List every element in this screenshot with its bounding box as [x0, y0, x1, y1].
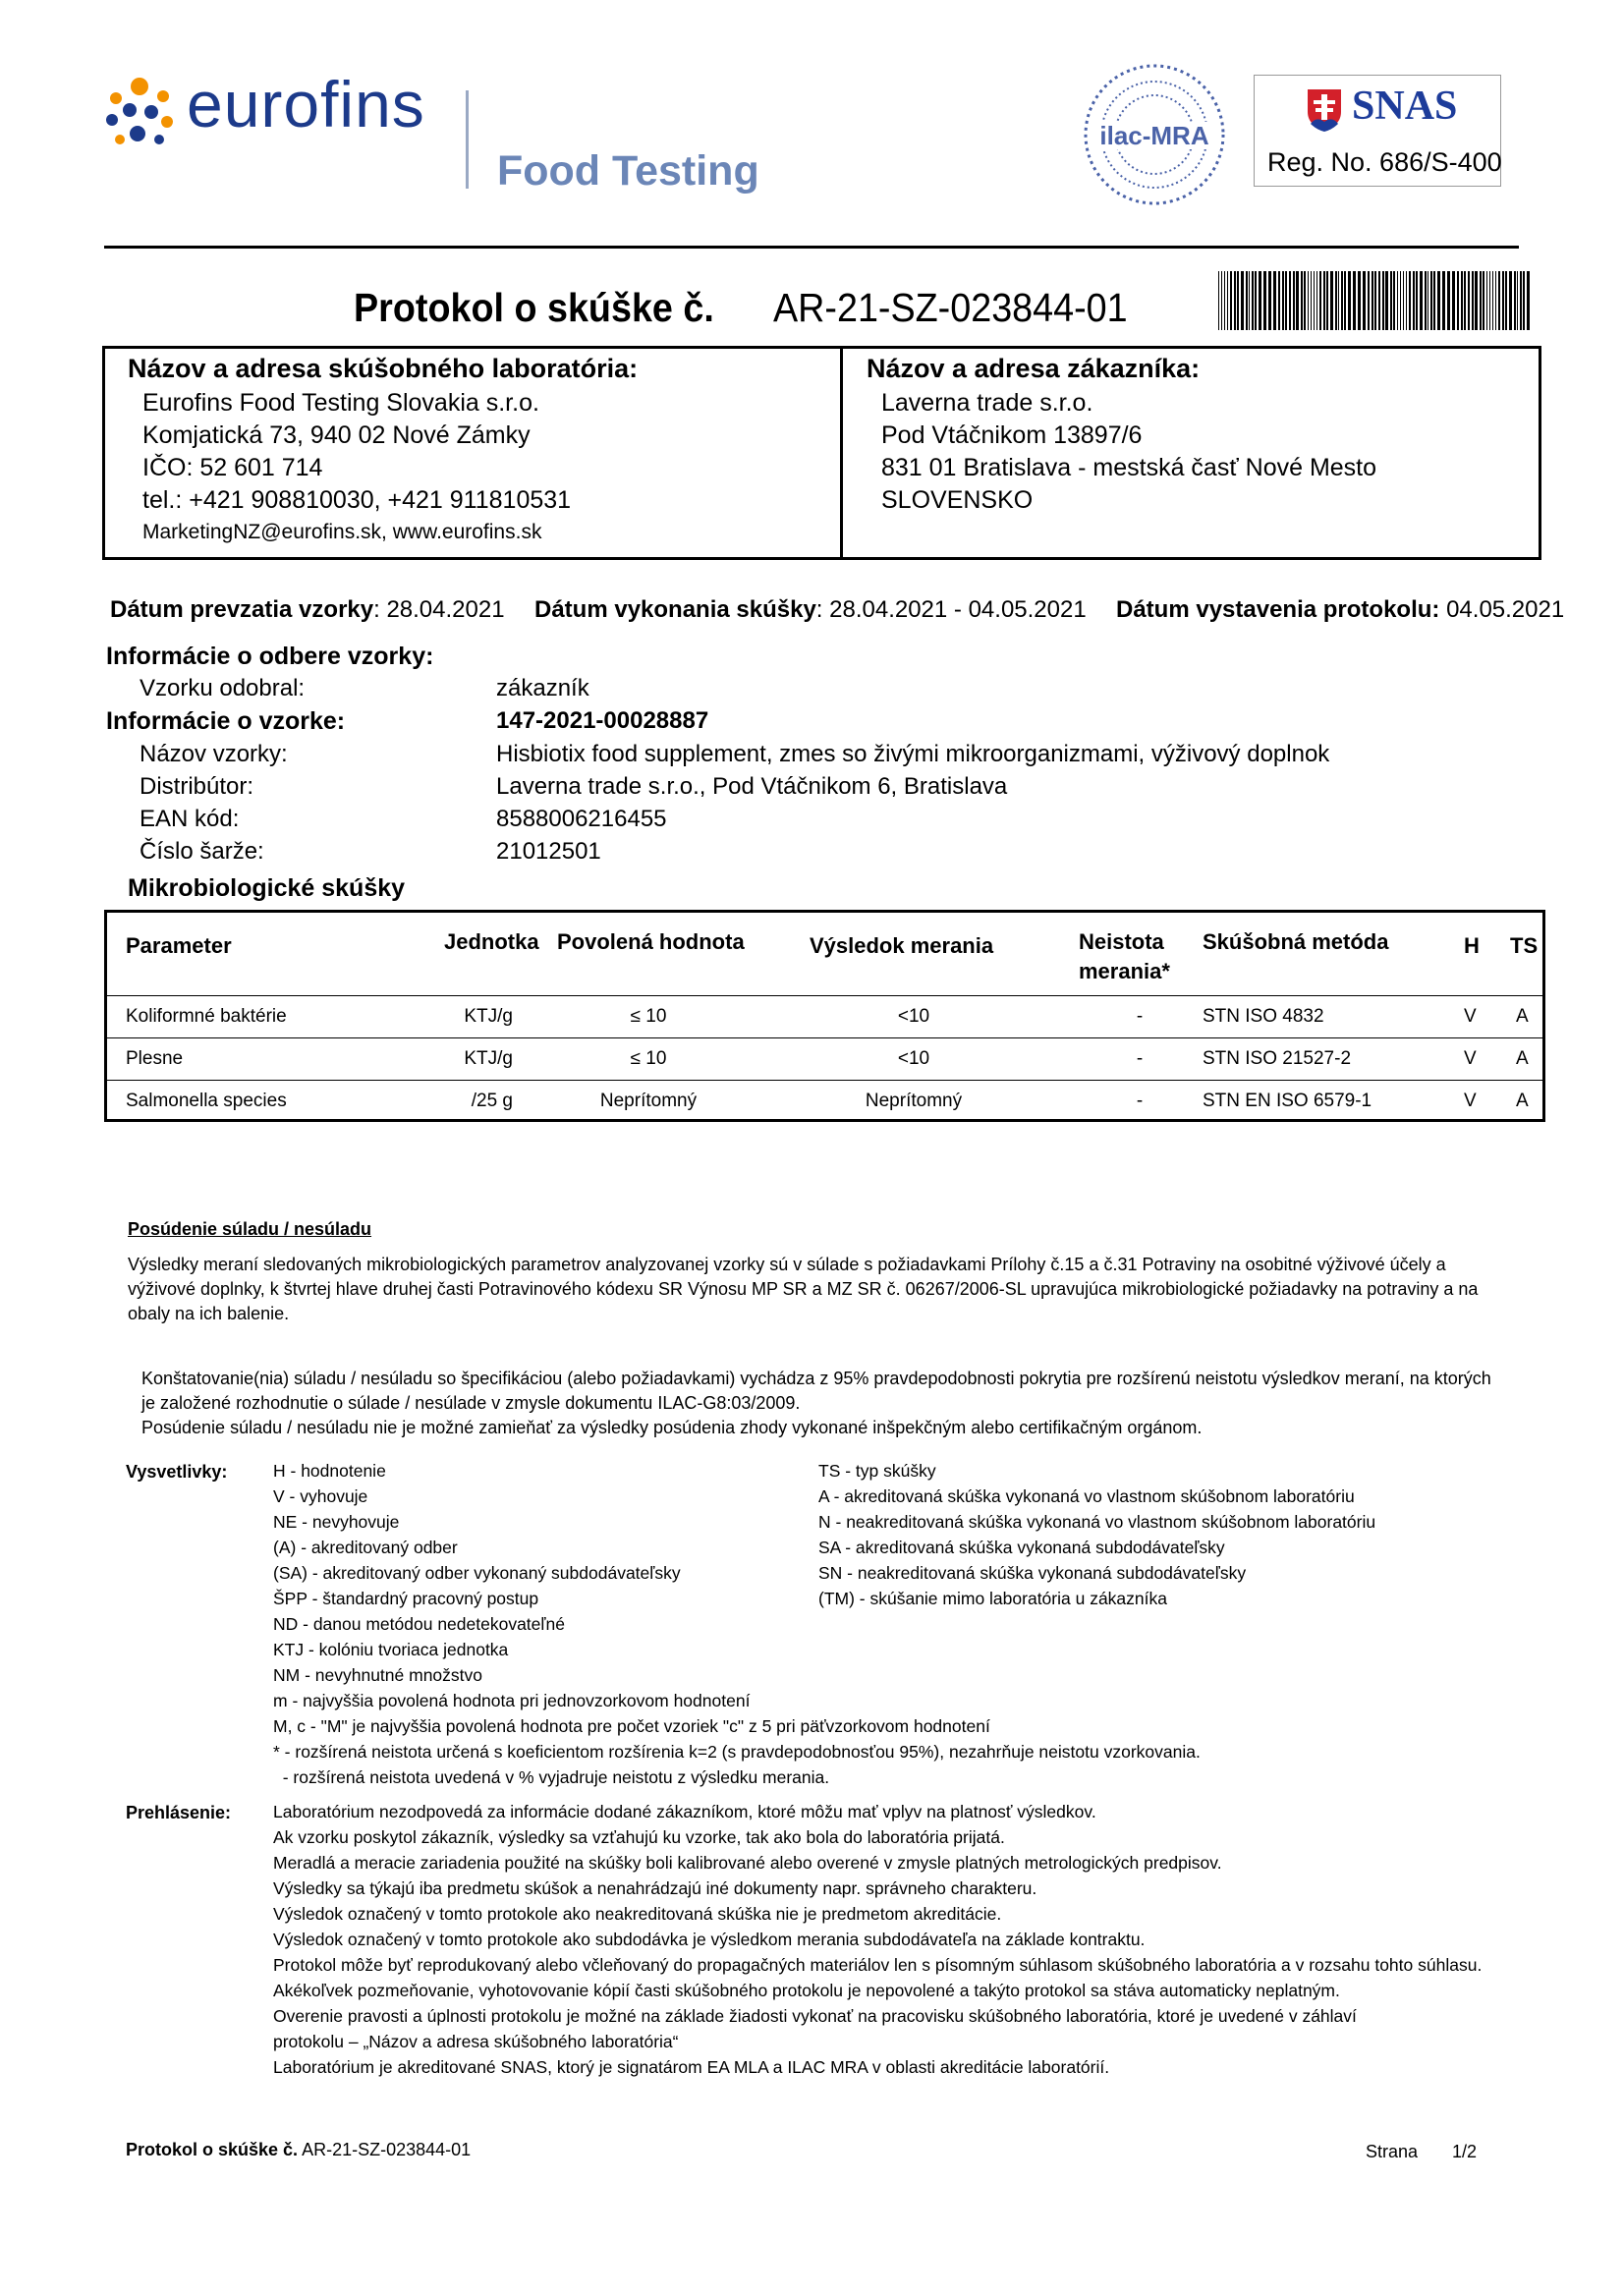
declaration-line: Výsledky sa týkajú iba predmetu skúšok a nenahrádzajú iné dokumenty napr. správneho charakteru.: [273, 1878, 1037, 1898]
address-box-divider: [840, 346, 843, 560]
snas-reg-number: Reg. No. 686/S-400: [1267, 147, 1502, 177]
declaration-list: [273, 1799, 1482, 2080]
cell-limit: ≤ 10: [630, 1006, 667, 1027]
legend-item: ŠPP - štandardný pracovný postup: [273, 1589, 539, 1608]
lab-line: tel.: +421 908810030, +421 911810531: [142, 486, 572, 514]
col-h: H: [1464, 933, 1480, 958]
legend-right-list: [818, 1458, 1375, 1611]
legend-item: V - vyhovuje: [273, 1486, 368, 1506]
date-performed-label: Dátum vykonania skúšky: [534, 596, 816, 623]
cell-ts: A: [1516, 1048, 1529, 1069]
snas-label: SNAS: [1352, 84, 1458, 129]
sample-value: Hisbiotix food supplement, zmes so živými mikroorganizmami, výživový doplnok: [496, 741, 1330, 767]
division-name: Food Testing: [497, 147, 759, 195]
compliance-line: Posúdenie súladu / nesúladu nie je možné zamieňať za výsledky posúdenia zhody vykonané inšpekčným alebo certifikačným orgánom.: [141, 1418, 1203, 1437]
legend-item: M, c - "M" je najvyššia povolená hodnota pre počet vzoriek "c" z 5 pri päťvzorkovom hodnotení: [273, 1716, 990, 1736]
cell-result: <10: [897, 1048, 930, 1069]
cell-limit: ≤ 10: [630, 1048, 667, 1069]
table-divider: [104, 1037, 1545, 1038]
sample-value: Laverna trade s.r.o., Pod Vtáčnikom 6, Bratislava: [496, 773, 1008, 800]
legend-item: m - najvyššia povolená hodnota pri jednovzorkovom hodnotení: [273, 1691, 751, 1710]
sample-value: 21012501: [496, 838, 601, 865]
col-parameter: Parameter: [126, 933, 232, 958]
declaration-line: Protokol môže byť reprodukovaný alebo včleňovaný do propagačných materiálov len s písomným súhlasom skúšobného laboratória a v rozsahu tohto súhlasu.: [273, 1955, 1483, 1975]
header-rule: [104, 246, 1519, 249]
cell-uncertainty: -: [1136, 1006, 1144, 1027]
cell-method: STN EN ISO 6579-1: [1203, 1091, 1372, 1111]
declaration-line: Akékoľvek pozmeňovanie, vyhotovovanie kópií časti skúšobného protokolu je nepovolené a takýto protokol sa stáva automaticky neplatným.: [273, 1981, 1340, 2000]
date-performed-value: : 28.04.2021 - 04.05.2021: [815, 596, 1087, 623]
declaration-line: Laboratórium je akreditované SNAS, ktorý je signatárom EA MLA a ILAC MRA v oblasti akreditácie laboratórií.: [273, 2057, 1110, 2077]
sample-label: Distribútor:: [140, 773, 254, 800]
date-received: [110, 596, 505, 624]
declaration-heading: Prehlásenie:: [126, 1803, 232, 1822]
footer-page-label: Strana: [1366, 2142, 1419, 2161]
cell-method: STN ISO 21527-2: [1203, 1048, 1352, 1069]
declaration-line: Overenie pravosti a úplnosti protokolu je možné na základe žiadosti vykonať na pracovisku skúšobného laboratória, ktoré je uvedené v záhlaví: [273, 2006, 1357, 2026]
cell-unit: /25 g: [471, 1091, 513, 1111]
date-received-label: Dátum prevzatia vzorky: [110, 596, 374, 623]
compliance-line: obaly na ich balenie.: [128, 1304, 290, 1323]
legend-item: KTJ - kolóniu tvoriaca jednotka: [273, 1640, 509, 1659]
ilac-mra-seal-icon: [1081, 61, 1228, 208]
lab-heading: Názov a adresa skúšobného laboratória:: [128, 354, 639, 383]
cell-parameter: Koliformné baktérie: [126, 1006, 287, 1027]
cell-unit: KTJ/g: [464, 1048, 513, 1069]
legend-item: N - neakreditovaná skúška vykonaná vo vlastnom skúšobnom laboratóriu: [818, 1512, 1376, 1532]
col-ts: TS: [1510, 933, 1539, 958]
ilac-seal-label: ilac-MRA: [1099, 121, 1209, 150]
sampling-heading: Informácie o odbere vzorky:: [106, 643, 434, 670]
declaration-line: Meradlá a meracie zariadenia použité na skúšky boli kalibrované alebo overené v zmysle platných metrologických predpisov.: [273, 1853, 1222, 1873]
cell-h: V: [1464, 1006, 1477, 1027]
customer-line: Pod Vtáčnikom 13897/6: [881, 421, 1143, 449]
cell-uncertainty: -: [1136, 1091, 1144, 1111]
declaration-line: protokolu – „Názov a adresa skúšobného laboratória“: [273, 2032, 679, 2051]
customer-line: 831 01 Bratislava - mestská časť Nové Mesto: [881, 454, 1377, 481]
lab-line: Eurofins Food Testing Slovakia s.r.o.: [142, 389, 539, 417]
date-issued-value: 04.05.2021: [1439, 596, 1565, 623]
footer-page-value: 1/2: [1452, 2142, 1478, 2161]
barcode-icon: [1218, 271, 1531, 330]
legend-item: TS - typ skúšky: [818, 1461, 936, 1481]
protocol-number: AR-21-SZ-023844-01: [773, 285, 1128, 330]
declaration-line: Výsledok označený v tomto protokole ako neakreditovaná skúška nie je predmetom akreditácie.: [273, 1904, 1002, 1924]
sample-label: Číslo šarže:: [140, 838, 264, 865]
cell-parameter: Plesne: [126, 1048, 184, 1069]
sample-value: 8588006216455: [496, 806, 667, 832]
date-performed: [534, 596, 1087, 624]
footer-protocol: [126, 2140, 471, 2160]
lab-line: IČO: 52 601 714: [142, 454, 323, 481]
compliance-line: výživové doplnky, k štvrtej hlave druhej časti Potravinového kódexu SR Výnosu MP SR a MZ SR č. 06267/2006-SL upravujúca mikrobiologické požiadavky na potraviny a na: [128, 1279, 1479, 1299]
legend-item: SN - neakreditovaná skúška vykonaná subdodávateľsky: [818, 1563, 1247, 1583]
brand-name: eurofins: [187, 68, 425, 140]
legend-item: SA - akreditovaná skúška vykonaná subdodávateľsky: [818, 1538, 1225, 1557]
sample-label: EAN kód:: [140, 806, 240, 832]
cell-parameter: Salmonella species: [126, 1091, 287, 1111]
logo-divider: [466, 90, 469, 189]
cell-h: V: [1464, 1091, 1477, 1111]
legend-item: (A) - akreditovaný odber: [273, 1538, 458, 1557]
sampling-value: zákazník: [496, 675, 589, 701]
customer-heading: Názov a adresa zákazníka:: [867, 354, 1201, 383]
compliance-heading: Posúdenie súladu / nesúladu: [128, 1219, 372, 1239]
cell-uncertainty: -: [1136, 1048, 1144, 1069]
col-unit: Jednotka: [444, 929, 539, 954]
col-result: Výsledok merania: [810, 933, 994, 958]
declaration-line: Výsledok označený v tomto protokole ako subdodávka je výsledkom merania subdodávateľa na základe kontraktu.: [273, 1930, 1146, 1949]
sample-heading: Informácie o vzorke:: [106, 707, 346, 735]
footer-number: AR-21-SZ-023844-01: [298, 2140, 472, 2159]
legend-item: * - rozšírená neistota určená s koeficientom rozšírenia k=2 (s pravdepodobnosťou 95%), nezahrňuje neistotu vzorkovania.: [273, 1742, 1201, 1762]
date-issued: [1116, 596, 1564, 624]
sample-label: Názov vzorky:: [140, 741, 288, 767]
footer-label: Protokol o skúške č.: [126, 2140, 299, 2159]
cell-result: Neprítomný: [865, 1091, 963, 1111]
slovak-coat-of-arms-icon: [1305, 86, 1344, 134]
eurofins-logo-icon: [102, 75, 177, 149]
lab-line: Komjatická 73, 940 02 Nové Zámky: [142, 421, 531, 449]
table-divider: [104, 1080, 1545, 1081]
compliance-line: Výsledky meraní sledovaných mikrobiologických parametrov analyzovanej vzorky sú v súlade s požiadavkami Prílohy č.15 a č.31 Potraviny na osobitné výživové účely a: [128, 1255, 1446, 1274]
legend-item: A - akreditovaná skúška vykonaná vo vlastnom skúšobnom laboratóriu: [818, 1486, 1355, 1506]
legend-item: H - hodnotenie: [273, 1461, 386, 1481]
legend-item: ND - danou metódou nedetekovateľné: [273, 1614, 565, 1634]
legend-item: NE - nevyhovuje: [273, 1512, 400, 1532]
col-uncertainty-2: merania*: [1079, 959, 1170, 983]
col-method: Skúšobná metóda: [1203, 929, 1389, 954]
legend-item: (TM) - skúšanie mimo laboratória u zákazníka: [818, 1589, 1167, 1608]
cell-method: STN ISO 4832: [1203, 1006, 1324, 1027]
col-limit: Povolená hodnota: [557, 929, 745, 954]
cell-limit: Neprítomný: [599, 1091, 698, 1111]
sampling-label: Vzorku odobral:: [140, 675, 306, 701]
cell-ts: A: [1516, 1006, 1529, 1027]
date-received-value: : 28.04.2021: [373, 596, 505, 623]
legend-heading: Vysvetlivky:: [126, 1462, 228, 1482]
declaration-line: Ak vzorku poskytol zákazník, výsledky sa vzťahujú ku vzorke, tak ako bola do laboratória prijatá.: [273, 1827, 1005, 1847]
legend-item: NM - nevyhnutné množstvo: [273, 1665, 483, 1685]
protocol-title-label: Protokol o skúške č.: [354, 285, 714, 330]
legend-item: (SA) - akreditovaný odber vykonaný subdodávateľsky: [273, 1563, 681, 1583]
sample-id: 147-2021-00028887: [496, 707, 709, 734]
cell-result: <10: [897, 1006, 930, 1027]
col-uncertainty: Neistota: [1079, 929, 1164, 954]
cell-unit: KTJ/g: [464, 1006, 513, 1027]
customer-line: SLOVENSKO: [881, 486, 1034, 514]
legend-item: - rozšírená neistota uvedená v % vyjadruje neistotu z výsledku merania.: [273, 1767, 830, 1787]
cell-ts: A: [1516, 1091, 1529, 1111]
lab-contact: MarketingNZ@eurofins.sk, www.eurofins.sk: [142, 521, 542, 543]
compliance-line: je založené rozhodnutie o súlade / nesúlade v zmysle dokumentu ILAC-G8:03/2009.: [141, 1393, 801, 1413]
table-divider: [104, 995, 1545, 996]
tests-heading: Mikrobiologické skúšky: [128, 874, 406, 902]
cell-h: V: [1464, 1048, 1477, 1069]
customer-line: Laverna trade s.r.o.: [881, 389, 1093, 417]
declaration-line: Laboratórium nezodpovedá za informácie dodané zákazníkom, ktoré môžu mať vplyv na platnosť výsledkov.: [273, 1802, 1096, 1821]
compliance-line: Konštatovanie(nia) súladu / nesúladu so špecifikáciou (alebo požiadavkami) vychádza z 95% pravdepodobnosti pokrytia pre rozšírenú neistotu výsledkov meraní, na ktorých: [141, 1369, 1491, 1388]
date-issued-label: Dátum vystavenia protokolu:: [1116, 596, 1440, 623]
